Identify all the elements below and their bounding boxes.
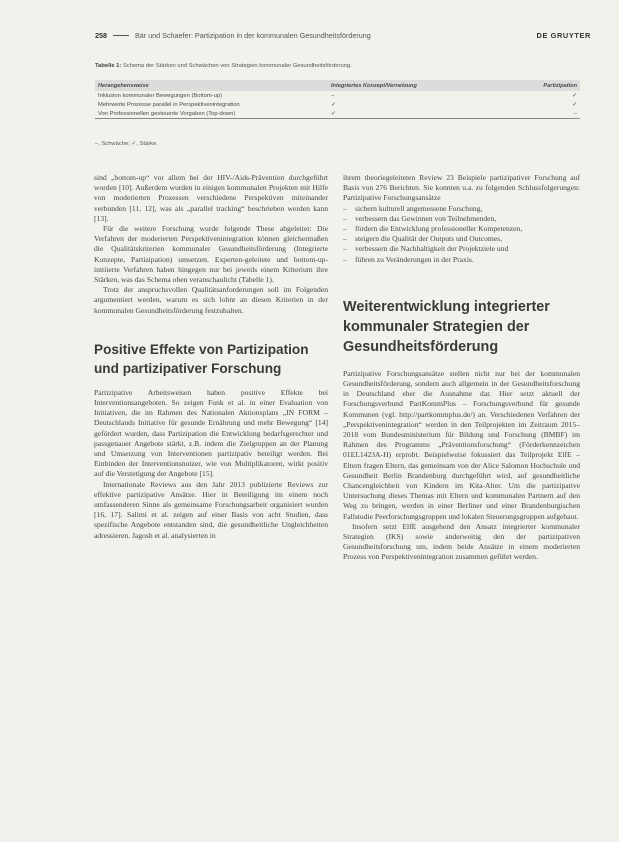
table-cell: Mehrwerte Prozesse parallel in Perspektivenintegration [98,101,240,108]
list-item: – fördern die Entwicklung professioneller Kompetenzen, [343,224,523,234]
table-cell: ✓ [331,101,336,108]
table-cell: ✓ [572,101,577,108]
table-row [95,109,580,119]
list-item: – verbessern die Nachhaltigkeit der Projektziele und [343,244,509,254]
page-header [95,28,591,42]
body-paragraph: Für die weitere Forschung wurde folgende These abgeleitet: Die Verfahren der moderierten Perspektivenintegration können gleichermaßen die Qualitätskriterien kommunaler Gesundheitsförderung (Integrierte Konzepte, Partizipation) umsetzen. Experten-geleitete und bottom-up-initiierte Verfahren haben hingegen nur bei jeweils einem Kriterium ihre Stärken, was das Schema oben veranschaulicht (Tabelle 1). [94,224,328,285]
table-cell: ✓ [572,92,577,99]
section-heading: Weiterentwicklung integrierter kommunaler Strategien der Gesundheitsförderung [343,298,550,355]
body-paragraph: Insofern setzt ElfE ausgehend den Ansatz integrierter kommunaler Strategien (IKS) sowie anderweitig den der partizipativen Gesundheitsforschung um, indem beide Ansätze in einem moderierten Prozess von Perspektivenintegration zusammen geführt werden. [343,521,580,562]
table-header-row [95,80,580,91]
table-cell: ✓ [328,109,514,119]
page-number: 258 [95,30,107,40]
publisher-logo: DE GRUYTER [536,30,591,40]
list-item: – verbessern das Gewinnen von Teilnehmenden, [343,213,497,223]
list-item: – sichern kulturell angemessene Forschung, [343,203,483,213]
table-header-participation: Partizipation [514,80,580,91]
body-paragraph: Partizipative Forschungsansätze stellen nicht nur bei der kommunalen Gesundheitsförderung, sondern auch allgemein in der Gesundheitsforschung in Deutschland eher die Ausnahme dar. Hier setzt aktuell der Forschungsverbund PartKommPlus – Forschungsverbund für gesunde Kommunen (vgl. http://partkommplus.de/) an. Verschiedenen Verfahren der „Perspektivenintegration“ werden in den Teilprojekten im Zeitraum 2015–2018 vom Bundesministerium für Bildung und Forschung (BMBF) im Rahmen des Programms „Präventionsforschung“ (Förderkennzeichen 01EL1423A-H) erprobt. Beispielweise fokussiert das Teilprojekt ElfE – Eltern fragen Eltern, das gemeinsam von der Alice Salomon Hochschule und Gesundheit Berlin Brandenburg durchgeführt wird, auf gesundheitliche Chancengleichheit von Kindern im Kita-Alter. Um die partizipative Untersuchung dieses Themas mit Eltern und kommunalen Partnern auf den Weg zu bringen, werden in einer Berliner und einer Brandenburgischen Fallstudie Peerforschungsgruppen und lokalen Steuerungsgruppen aufgebaut. [343,368,580,521]
table-caption [95,63,352,69]
table-header-integrated: Integriertes Konzept/Vernetzung [328,80,514,91]
body-paragraph: Trotz der anspruchsvollen Qualitätsanforderungen soll im Folgenden argumentiert werden, warum es sich lohnt an diesen Kriterien in der kommunalen Gesundheitsförderung festzuhalten. [94,285,328,315]
running-title: Bär und Schaefer: Partizipation in der kommunalen Gesundheitsförderung [135,30,371,40]
list-item: – steigern die Qualität der Outputs und Outcomes, [343,234,502,244]
table-cell: – [331,92,335,99]
table-row [95,100,580,109]
body-paragraph: Internationale Reviews aus den Jahr 2013 publizierte Reviews zur effektive partizipative Ansätze. Hier in Beteiligung im einem noch umfassenderen Sinne als gemeinsame Forschungsarbeit organisiert wurden [16, 17]. Salimi et al. zeigen auf einer Basis von acht Studien, dass spezifische Angebote entstanden sind, die gesundheitliche Ungleichheiten adressieren. Jagosh et al. analysierten in [94,479,328,540]
left-column [94,173,328,541]
list-item: – führen zu Veränderungen in der Praxis. [343,254,474,264]
table-header-approach: Herangehensweise [95,80,328,91]
strengths-table [95,80,580,119]
header-divider [113,35,129,36]
body-paragraph: ihrem theoriegeleiteten Review 23 Beispiele partizipativer Forschung auf Basis von 276 Berichten. Sie konnten u.a. zu folgenden Schlussfolgerungen: Partizipative Forschungsansätze [343,173,580,203]
table-caption-text: Schema der Stärken und Schwächen von Strategien kommunaler Gesundheitsförderung. [122,63,352,69]
table-footnote: –, Schwäche; ✓, Stärke. [95,141,158,147]
table-cell: – [514,109,580,119]
body-paragraph: sind „bottom-up“ vor allem bei der HIV-/Aids-Prävention durchgeführt worden [10]. Außerdem wurden in einigen kommunalen Projekten mit Hilfe von moderierten Prozessen verschiedene Perspektiven miteinander verbunden [11, 12], was als „parallel tracking“ beschrieben werden kann [13]. [94,173,328,223]
table-cell: Inklusion kommunaler Bewegungen (Bottom-up) [98,92,223,99]
section-heading: Positive Effekte von Partizipation und partizipativer Forschung [94,341,309,376]
table-caption-label: Tabelle 1: [95,63,122,69]
table-cell: Von Professionellen gesteuerte Vorgaben (Top-down) [95,109,328,119]
findings-list [343,204,580,265]
body-paragraph: Partizipative Arbeitsweisen haben positive Effekte bei Interventionsangeboten. So zeigen Funk et al. in einer Evaluation von Initiativen, die im Rahmen des Nationalen Aktionsplans „IN FORM – Deutschlands Initiative für gesunde Ernährung und mehr Bewegung“ [14] gefördert wurden, dass Partizipation die Entwicklung bedarfsgerechter und passgenauer Angebote stärkt, z.B. indem die Zielgruppen an der Planung und Umsetzung von Interventionen partizipativ beteiligt werden. Bei Einbinden der Interventionsnutzer, wie von Multiplikatoren, wirkt positiv auf die Verstetigung der Angebote [15]. [94,387,328,479]
right-column [343,173,580,563]
table-row [95,91,580,100]
